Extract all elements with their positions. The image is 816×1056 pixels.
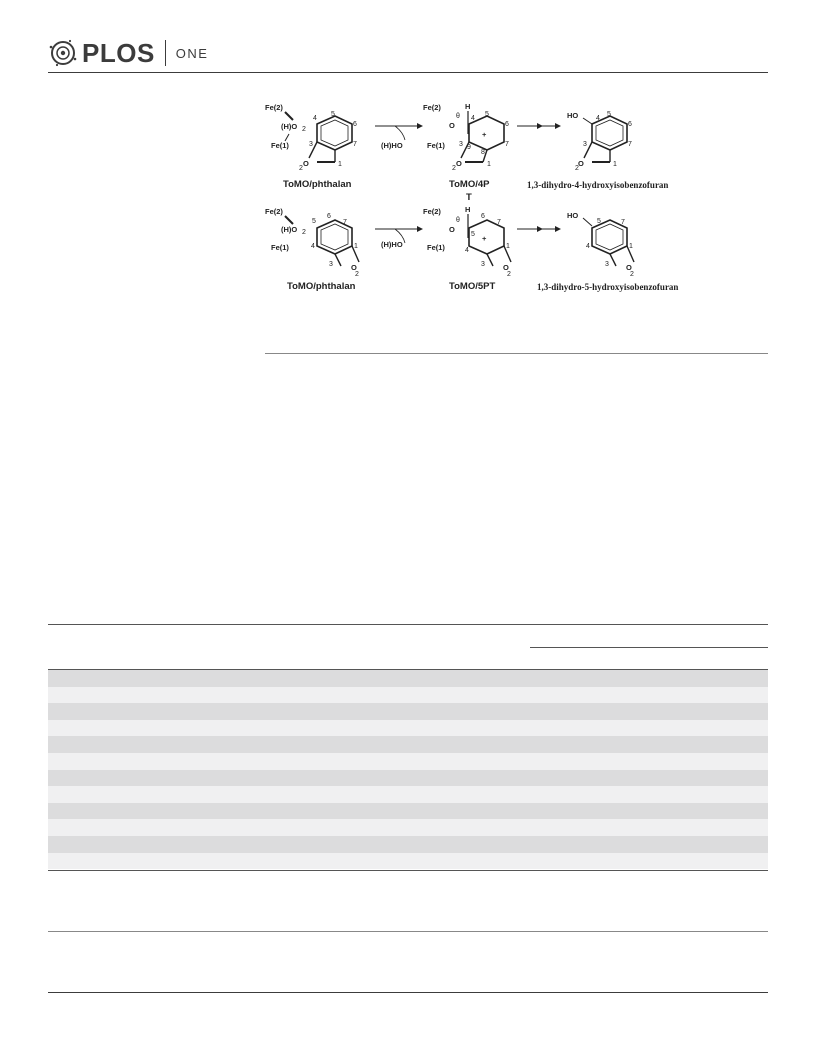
svg-text:7: 7: [505, 141, 509, 148]
svg-text:9: 9: [467, 144, 471, 151]
row2-reactant-label: ToMO/phthalan: [287, 281, 356, 292]
svg-text:3: 3: [605, 261, 609, 268]
plus-label: +: [482, 130, 487, 139]
svg-text:Fe(2): Fe(2): [423, 103, 441, 112]
svg-text:3: 3: [583, 141, 587, 148]
table-row: [48, 720, 768, 737]
svg-text:5: 5: [607, 111, 611, 118]
svg-text:2: 2: [452, 165, 456, 172]
row2-arrow-label: (H)HO: [381, 240, 403, 249]
table-row: [48, 687, 768, 704]
svg-text:3: 3: [459, 141, 463, 148]
row1-arrow: [375, 123, 423, 150]
row2-intermediate: [423, 205, 511, 292]
svg-text:O: O: [626, 263, 632, 272]
table-row: [48, 703, 768, 720]
svg-text:7: 7: [497, 219, 501, 226]
table-body: [48, 670, 768, 869]
o-label: O: [303, 159, 309, 168]
row1-intermediate-suffix: T: [466, 192, 472, 203]
svg-text:4: 4: [596, 115, 600, 122]
table-row: [48, 786, 768, 803]
row1-intermediate-label: ToMO/4P: [449, 179, 490, 190]
table-row: [48, 803, 768, 820]
svg-text:Fe(2): Fe(2): [423, 207, 441, 216]
svg-text:O: O: [503, 263, 509, 272]
row2-arrow2: [517, 226, 561, 232]
svg-text:6: 6: [481, 213, 485, 220]
row1-intermediate: [423, 102, 509, 203]
table-row: [48, 753, 768, 770]
row1-arrow-label: (H)HO: [381, 141, 403, 150]
svg-text:7: 7: [353, 141, 357, 148]
svg-text:+: +: [482, 234, 487, 243]
svg-text:O: O: [449, 225, 455, 234]
svg-text:4: 4: [465, 247, 469, 254]
svg-text:2: 2: [299, 165, 303, 172]
svg-text:7: 7: [628, 141, 632, 148]
row2-product: [537, 211, 678, 292]
svg-text:θ: θ: [456, 217, 460, 224]
table-row: [48, 770, 768, 787]
logo-divider: [165, 40, 166, 66]
table-row: [48, 670, 768, 687]
svg-text:1: 1: [613, 161, 617, 168]
svg-text:O: O: [578, 159, 584, 168]
svg-text:4: 4: [311, 243, 315, 250]
reaction-scheme-figure: [255, 86, 755, 300]
svg-text:4: 4: [586, 243, 590, 250]
svg-text:O: O: [351, 263, 357, 272]
svg-text:3: 3: [329, 261, 333, 268]
svg-text:6: 6: [353, 121, 357, 128]
svg-text:5: 5: [597, 218, 601, 225]
table-row: [48, 736, 768, 753]
footnote-rule: [48, 931, 768, 932]
o2-subscript: 2: [302, 126, 306, 133]
row1-arrow2: [517, 123, 561, 129]
svg-text:2: 2: [630, 271, 634, 278]
svg-text:Fe(1): Fe(1): [427, 243, 445, 252]
svg-text:5: 5: [485, 111, 489, 118]
svg-text:3: 3: [309, 141, 313, 148]
ho2-label: (H)O: [281, 122, 298, 131]
svg-text:3: 3: [481, 261, 485, 268]
svg-text:2: 2: [507, 271, 511, 278]
svg-text:H: H: [465, 205, 471, 214]
plos-logo-icon: [48, 38, 78, 68]
h-label: H: [465, 102, 471, 111]
svg-text:(H)O: (H)O: [281, 225, 298, 234]
row2-intermediate-label: ToMO/5PT: [449, 281, 496, 292]
table-subheader-rule: [530, 647, 768, 648]
svg-text:HO: HO: [567, 211, 579, 220]
svg-text:4: 4: [471, 115, 475, 122]
svg-text:2: 2: [355, 271, 359, 278]
theta-label: θ: [456, 113, 460, 120]
row2-reactant: [265, 207, 359, 292]
svg-text:4: 4: [313, 115, 317, 122]
svg-text:6: 6: [327, 213, 331, 220]
svg-text:2: 2: [575, 165, 579, 172]
svg-text:6: 6: [628, 121, 632, 128]
journal-logo: [48, 36, 208, 70]
row1-reactant-label: ToMO/phthalan: [283, 179, 352, 190]
svg-text:7: 7: [621, 219, 625, 226]
svg-text:1: 1: [487, 161, 491, 168]
figure-rule: [265, 353, 768, 354]
fe2-label: Fe(2): [265, 103, 283, 112]
svg-text:Fe(1): Fe(1): [271, 243, 289, 252]
svg-text:6: 6: [505, 121, 509, 128]
table-bottom-rule: [48, 870, 768, 871]
svg-text:8: 8: [481, 149, 485, 156]
table-row: [48, 836, 768, 853]
svg-text:1: 1: [338, 161, 342, 168]
svg-text:Fe(2): Fe(2): [265, 207, 283, 216]
page-footer-rule: [48, 992, 768, 993]
table-row: [48, 819, 768, 836]
ho-label: HO: [567, 111, 579, 120]
svg-text:1: 1: [354, 243, 358, 250]
svg-text:2: 2: [302, 229, 306, 236]
svg-text:7: 7: [343, 219, 347, 226]
svg-text:O: O: [456, 159, 462, 168]
row1-product-label: 1,3-dihydro-4-hydroxyisobenzofuran: [527, 180, 669, 190]
svg-text:5: 5: [331, 111, 335, 118]
fe1-label: Fe(1): [271, 141, 289, 150]
row1-product: [527, 111, 668, 190]
svg-text:O: O: [449, 121, 455, 130]
row2-arrow: [375, 226, 423, 249]
svg-text:1: 1: [506, 243, 510, 250]
table-row: [48, 853, 768, 870]
header-rule: [48, 72, 768, 73]
svg-text:1: 1: [629, 243, 633, 250]
journal-name: ONE: [175, 45, 209, 61]
svg-text:Fe(1): Fe(1): [427, 141, 445, 150]
row2-product-label: 1,3-dihydro-5-hydroxyisobenzofuran: [537, 282, 679, 292]
svg-text:5: 5: [312, 218, 316, 225]
table-top-rule: [48, 624, 768, 625]
row1-reactant: [265, 103, 357, 190]
svg-text:5: 5: [471, 231, 475, 238]
brand-name: PLOS: [82, 37, 155, 68]
